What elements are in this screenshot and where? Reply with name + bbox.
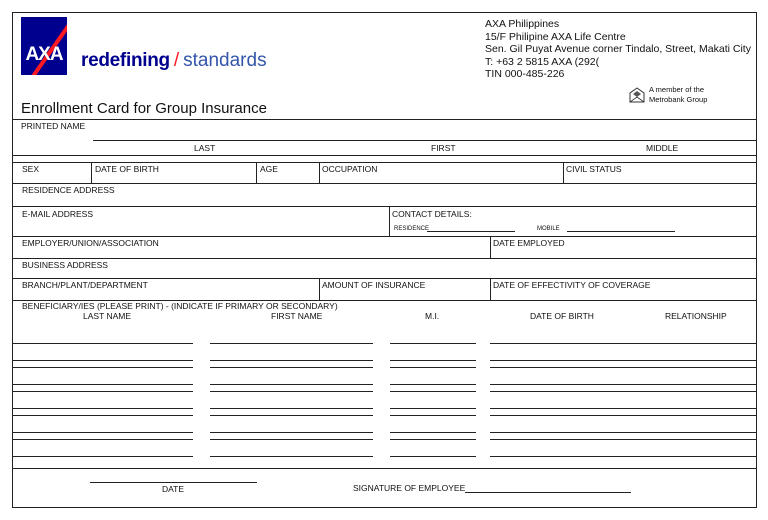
- sex-label: SEX: [22, 164, 40, 174]
- middle-name-label: MIDDLE: [646, 143, 679, 153]
- beneficiary-row-line[interactable]: [390, 391, 476, 392]
- beneficiary-row-line[interactable]: [13, 360, 193, 361]
- divider: [91, 162, 92, 183]
- axa-logo: [21, 17, 67, 75]
- divider: [13, 258, 756, 259]
- beneficiary-row-line[interactable]: [390, 360, 476, 361]
- printed-name-line[interactable]: [93, 140, 756, 141]
- date-effectivity-label: DATE OF EFFECTIVITY OF COVERAGE: [493, 280, 651, 290]
- residence-phone-line[interactable]: [427, 231, 515, 232]
- divider: [13, 162, 756, 163]
- beneficiary-row-line[interactable]: [390, 415, 476, 416]
- date-employed-label: DATE EMPLOYED: [493, 238, 565, 248]
- beneficiary-row-line[interactable]: [210, 439, 373, 440]
- divider: [13, 119, 756, 120]
- business-address-label: BUSINESS ADDRESS: [22, 260, 108, 270]
- tagline-separator: /: [173, 50, 180, 71]
- beneficiary-row-line[interactable]: [210, 456, 373, 457]
- beneficiary-row-line[interactable]: [210, 384, 373, 385]
- mobile-line[interactable]: [567, 231, 675, 232]
- tagline-part2: standards: [183, 50, 267, 71]
- address-line: Sen. Gil Puyat Avenue corner Tindalo, Street, Makati City: [485, 43, 751, 55]
- beneficiary-row-line[interactable]: [13, 367, 193, 368]
- beneficiary-row-line[interactable]: [490, 439, 756, 440]
- divider: [389, 206, 390, 236]
- beneficiary-row-line[interactable]: [490, 408, 756, 409]
- divider: [13, 155, 756, 156]
- signature-label: SIGNATURE OF EMPLOYEE: [353, 483, 466, 493]
- address-line: T: +63 2 5815 AXA (292(: [485, 55, 600, 68]
- metrobank-icon: [629, 87, 645, 103]
- divider: [319, 278, 320, 300]
- beneficiary-row-line[interactable]: [13, 415, 193, 416]
- signature-line[interactable]: [465, 492, 631, 493]
- last-name-label: LAST: [194, 143, 216, 153]
- beneficiary-row-line[interactable]: [390, 439, 476, 440]
- beneficiary-row-line[interactable]: [490, 360, 756, 361]
- date-label: DATE: [162, 484, 185, 494]
- contact-details-label: CONTACT DETAILS:: [392, 209, 472, 219]
- residence-address-label: RESIDENCE ADDRESS: [22, 185, 115, 195]
- beneficiary-row-line[interactable]: [490, 456, 756, 457]
- tagline: [81, 50, 267, 72]
- beneficiary-row-line[interactable]: [13, 384, 193, 385]
- first-name-label: FIRST: [431, 143, 456, 153]
- date-of-birth-label: DATE OF BIRTH: [95, 164, 159, 174]
- beneficiary-row-line[interactable]: [210, 343, 373, 344]
- divider: [563, 162, 564, 183]
- employer-label: EMPLOYER/UNION/ASSOCIATION: [22, 238, 159, 248]
- beneficiary-row-line[interactable]: [490, 367, 756, 368]
- tagline-part1: redefining: [81, 50, 170, 71]
- beneficiary-row-line[interactable]: [490, 432, 756, 433]
- beneficiary-row-line[interactable]: [490, 384, 756, 385]
- residence-phone-label: RESIDENCE: [394, 226, 430, 232]
- logo-text: AXA: [25, 44, 63, 65]
- form-title: Enrollment Card for Group Insurance: [21, 100, 267, 117]
- divider: [13, 206, 756, 207]
- divider: [13, 278, 756, 279]
- beneficiary-row-line[interactable]: [210, 360, 373, 361]
- divider: [256, 162, 257, 183]
- beneficiary-row-line[interactable]: [390, 343, 476, 344]
- email-address-label: E-MAIL ADDRESS: [22, 209, 94, 219]
- beneficiary-row-line[interactable]: [13, 408, 193, 409]
- beneficiary-row-line[interactable]: [390, 456, 476, 457]
- beneficiary-row-line[interactable]: [490, 343, 756, 344]
- beneficiary-row-line[interactable]: [13, 439, 193, 440]
- beneficiary-row-line[interactable]: [390, 408, 476, 409]
- col-date-of-birth: DATE OF BIRTH: [530, 311, 594, 321]
- branch-label: BRANCH/PLANT/DEPARTMENT: [22, 280, 148, 290]
- divider: [13, 183, 756, 184]
- beneficiary-row-line[interactable]: [490, 415, 756, 416]
- beneficiary-row-line[interactable]: [13, 456, 193, 457]
- beneficiary-row-line[interactable]: [210, 408, 373, 409]
- metrobank-line2: Metrobank Group: [649, 94, 708, 104]
- beneficiary-row-line[interactable]: [210, 415, 373, 416]
- metrobank-badge: [629, 85, 749, 107]
- address-line: TIN 000-485-226: [485, 68, 565, 80]
- divider: [490, 278, 491, 300]
- mobile-label: MOBILE: [537, 226, 560, 232]
- beneficiary-row-line[interactable]: [210, 391, 373, 392]
- beneficiary-row-line[interactable]: [210, 367, 373, 368]
- beneficiary-row-line[interactable]: [390, 367, 476, 368]
- beneficiaries-heading: BENEFICIARY/IES (PLEASE PRINT) - (INDICATE IF PRIMARY OR SECONDARY): [22, 301, 338, 311]
- divider: [13, 468, 756, 469]
- occupation-label: OCCUPATION: [322, 164, 378, 174]
- enrollment-card: [12, 12, 757, 508]
- col-last-name: LAST NAME: [83, 311, 132, 321]
- beneficiary-row-line[interactable]: [13, 343, 193, 344]
- age-label: AGE: [260, 164, 278, 174]
- beneficiary-row-line[interactable]: [13, 391, 193, 392]
- col-relationship: RELATIONSHIP: [665, 311, 727, 321]
- divider: [319, 162, 320, 183]
- civil-status-label: CIVIL STATUS: [566, 164, 622, 174]
- printed-name-label: PRINTED NAME: [21, 121, 86, 131]
- date-signature-line[interactable]: [90, 482, 257, 483]
- beneficiary-row-line[interactable]: [390, 384, 476, 385]
- divider: [13, 236, 756, 237]
- metrobank-line1: A member of the: [649, 85, 705, 94]
- divider: [490, 236, 491, 258]
- beneficiary-row-line[interactable]: [13, 432, 193, 433]
- beneficiary-row-line[interactable]: [390, 432, 476, 433]
- company-address: [485, 18, 751, 81]
- col-first-name: FIRST NAME: [271, 311, 323, 321]
- metrobank-text: [649, 85, 707, 104]
- amount-of-insurance-label: AMOUNT OF INSURANCE: [322, 280, 426, 290]
- address-line: 15/F Philipine AXA Life Centre: [485, 30, 626, 43]
- beneficiary-row-line[interactable]: [490, 391, 756, 392]
- address-line: AXA Philippines: [485, 18, 560, 30]
- col-mi: M.I.: [425, 311, 440, 321]
- beneficiary-row-line[interactable]: [210, 432, 373, 433]
